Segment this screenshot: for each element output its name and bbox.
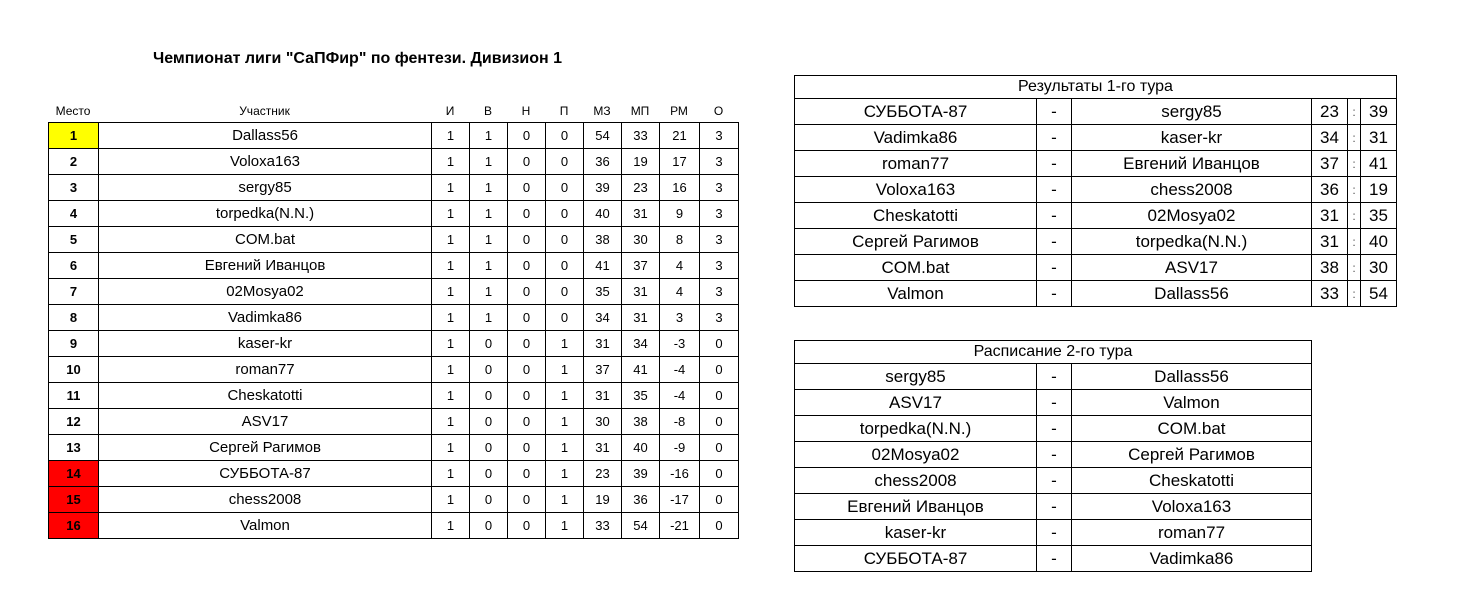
games-cell: 1 <box>432 383 470 409</box>
draws-cell: 0 <box>508 279 546 305</box>
points-for-cell: 31 <box>584 331 622 357</box>
points-cell: 0 <box>700 513 739 539</box>
wins-cell: 1 <box>470 149 508 175</box>
points-cell: 3 <box>700 201 739 227</box>
versus-dash: - <box>1037 151 1072 177</box>
away-score: 31 <box>1361 125 1397 151</box>
schedule-table <box>794 340 1312 572</box>
schedule-row <box>795 442 1312 468</box>
wins-cell: 0 <box>470 383 508 409</box>
points-for-cell: 30 <box>584 409 622 435</box>
away-team: Vadimka86 <box>1072 546 1312 572</box>
draws-cell: 0 <box>508 409 546 435</box>
place-cell: 8 <box>49 305 99 331</box>
standings-row <box>49 201 739 227</box>
place-cell: 14 <box>49 461 99 487</box>
home-team: COM.bat <box>795 255 1037 281</box>
place-cell: 2 <box>49 149 99 175</box>
header-place: Место <box>55 104 91 118</box>
wins-cell: 1 <box>470 305 508 331</box>
participant-cell: Valmon <box>99 513 432 539</box>
home-score: 31 <box>1312 203 1348 229</box>
difference-cell: 17 <box>660 149 700 175</box>
versus-dash: - <box>1037 99 1072 125</box>
place-cell: 5 <box>49 227 99 253</box>
versus-dash: - <box>1037 203 1072 229</box>
points-for-cell: 33 <box>584 513 622 539</box>
participant-cell: Vadimka86 <box>99 305 432 331</box>
score-separator: : <box>1348 203 1361 229</box>
standings-row <box>49 149 739 175</box>
standings-row <box>49 253 739 279</box>
points-for-cell: 31 <box>584 435 622 461</box>
games-cell: 1 <box>432 435 470 461</box>
wins-cell: 1 <box>470 201 508 227</box>
draws-cell: 0 <box>508 331 546 357</box>
versus-dash: - <box>1037 125 1072 151</box>
participant-cell: COM.bat <box>99 227 432 253</box>
home-score: 31 <box>1312 229 1348 255</box>
away-score: 54 <box>1361 281 1397 307</box>
home-team: chess2008 <box>795 468 1037 494</box>
draws-cell: 0 <box>508 227 546 253</box>
points-against-cell: 40 <box>622 435 660 461</box>
standings-row <box>49 331 739 357</box>
standings-row <box>49 175 739 201</box>
result-row <box>795 177 1397 203</box>
games-cell: 1 <box>432 253 470 279</box>
wins-cell: 0 <box>470 435 508 461</box>
schedule-row <box>795 468 1312 494</box>
header-draws: Н <box>521 104 531 118</box>
place-cell: 13 <box>49 435 99 461</box>
losses-cell: 0 <box>546 279 584 305</box>
draws-cell: 0 <box>508 149 546 175</box>
losses-cell: 1 <box>546 331 584 357</box>
points-cell: 0 <box>700 383 739 409</box>
points-against-cell: 34 <box>622 331 660 357</box>
results-table <box>794 75 1397 307</box>
participant-cell: torpedka(N.N.) <box>99 201 432 227</box>
score-separator: : <box>1348 177 1361 203</box>
header-points: О <box>713 104 724 118</box>
place-cell: 9 <box>49 331 99 357</box>
home-team: roman77 <box>795 151 1037 177</box>
games-cell: 1 <box>432 201 470 227</box>
place-cell: 10 <box>49 357 99 383</box>
difference-cell: -4 <box>660 383 700 409</box>
points-against-cell: 41 <box>622 357 660 383</box>
standings-row <box>49 461 739 487</box>
away-team: Dallass56 <box>1072 281 1312 307</box>
draws-cell: 0 <box>508 123 546 149</box>
standings-row <box>49 305 739 331</box>
points-for-cell: 19 <box>584 487 622 513</box>
points-against-cell: 36 <box>622 487 660 513</box>
participant-cell: chess2008 <box>99 487 432 513</box>
draws-cell: 0 <box>508 305 546 331</box>
schedule-row <box>795 364 1312 390</box>
place-cell: 15 <box>49 487 99 513</box>
wins-cell: 0 <box>470 409 508 435</box>
points-against-cell: 19 <box>622 149 660 175</box>
draws-cell: 0 <box>508 175 546 201</box>
points-for-cell: 35 <box>584 279 622 305</box>
place-cell: 3 <box>49 175 99 201</box>
points-cell: 0 <box>700 487 739 513</box>
points-cell: 0 <box>700 461 739 487</box>
score-separator: : <box>1348 99 1361 125</box>
points-for-cell: 31 <box>584 383 622 409</box>
participant-cell: Voloxa163 <box>99 149 432 175</box>
home-team: 02Mosya02 <box>795 442 1037 468</box>
standings-row <box>49 383 739 409</box>
points-against-cell: 31 <box>622 279 660 305</box>
wins-cell: 1 <box>470 279 508 305</box>
standings-row <box>49 513 739 539</box>
participant-cell: Dallass56 <box>99 123 432 149</box>
home-team: torpedka(N.N.) <box>795 416 1037 442</box>
schedule-title: Расписание 2-го тура <box>795 341 1312 364</box>
wins-cell: 0 <box>470 487 508 513</box>
wins-cell: 0 <box>470 513 508 539</box>
away-score: 40 <box>1361 229 1397 255</box>
games-cell: 1 <box>432 409 470 435</box>
home-team: Евгений Иванцов <box>795 494 1037 520</box>
games-cell: 1 <box>432 305 470 331</box>
result-row <box>795 281 1397 307</box>
participant-cell: sergy85 <box>99 175 432 201</box>
score-separator: : <box>1348 151 1361 177</box>
participant-cell: Евгений Иванцов <box>99 253 432 279</box>
losses-cell: 0 <box>546 227 584 253</box>
games-cell: 1 <box>432 331 470 357</box>
home-team: ASV17 <box>795 390 1037 416</box>
standings-row <box>49 409 739 435</box>
away-team: sergy85 <box>1072 99 1312 125</box>
away-team: ASV17 <box>1072 255 1312 281</box>
versus-dash: - <box>1037 442 1072 468</box>
points-against-cell: 35 <box>622 383 660 409</box>
losses-cell: 1 <box>546 487 584 513</box>
points-cell: 3 <box>700 227 739 253</box>
result-row <box>795 151 1397 177</box>
away-team: Voloxa163 <box>1072 494 1312 520</box>
away-score: 39 <box>1361 99 1397 125</box>
header-difference: РМ <box>670 104 688 118</box>
losses-cell: 0 <box>546 305 584 331</box>
points-for-cell: 54 <box>584 123 622 149</box>
away-team: Cheskatotti <box>1072 468 1312 494</box>
home-team: Valmon <box>795 281 1037 307</box>
draws-cell: 0 <box>508 383 546 409</box>
standings-row <box>49 227 739 253</box>
wins-cell: 1 <box>470 175 508 201</box>
difference-cell: -16 <box>660 461 700 487</box>
home-score: 36 <box>1312 177 1348 203</box>
participant-cell: kaser-kr <box>99 331 432 357</box>
score-separator: : <box>1348 281 1361 307</box>
draws-cell: 0 <box>508 513 546 539</box>
participant-cell: roman77 <box>99 357 432 383</box>
participant-cell: Сергей Рагимов <box>99 435 432 461</box>
away-team: Valmon <box>1072 390 1312 416</box>
losses-cell: 0 <box>546 253 584 279</box>
games-cell: 1 <box>432 175 470 201</box>
points-cell: 0 <box>700 409 739 435</box>
standings-row <box>49 487 739 513</box>
games-cell: 1 <box>432 461 470 487</box>
away-team: chess2008 <box>1072 177 1312 203</box>
away-score: 41 <box>1361 151 1397 177</box>
home-team: Vadimka86 <box>795 125 1037 151</box>
versus-dash: - <box>1037 229 1072 255</box>
losses-cell: 1 <box>546 357 584 383</box>
draws-cell: 0 <box>508 487 546 513</box>
standings-row <box>49 435 739 461</box>
points-for-cell: 23 <box>584 461 622 487</box>
wins-cell: 0 <box>470 331 508 357</box>
schedule-row <box>795 546 1312 572</box>
points-cell: 0 <box>700 357 739 383</box>
points-against-cell: 37 <box>622 253 660 279</box>
points-for-cell: 34 <box>584 305 622 331</box>
schedule-row <box>795 390 1312 416</box>
results-title: Результаты 1-го тура <box>795 76 1397 99</box>
home-team: sergy85 <box>795 364 1037 390</box>
away-team: roman77 <box>1072 520 1312 546</box>
place-cell: 16 <box>49 513 99 539</box>
points-against-cell: 23 <box>622 175 660 201</box>
losses-cell: 1 <box>546 409 584 435</box>
points-cell: 3 <box>700 279 739 305</box>
difference-cell: -21 <box>660 513 700 539</box>
points-against-cell: 31 <box>622 305 660 331</box>
draws-cell: 0 <box>508 253 546 279</box>
versus-dash: - <box>1037 177 1072 203</box>
header-participant: Участник <box>239 104 290 118</box>
score-separator: : <box>1348 229 1361 255</box>
losses-cell: 0 <box>546 201 584 227</box>
score-separator: : <box>1348 255 1361 281</box>
draws-cell: 0 <box>508 201 546 227</box>
difference-cell: 9 <box>660 201 700 227</box>
difference-cell: -4 <box>660 357 700 383</box>
home-score: 37 <box>1312 151 1348 177</box>
points-for-cell: 38 <box>584 227 622 253</box>
away-team: Dallass56 <box>1072 364 1312 390</box>
participant-cell: Cheskatotti <box>99 383 432 409</box>
games-cell: 1 <box>432 123 470 149</box>
points-against-cell: 33 <box>622 123 660 149</box>
losses-cell: 1 <box>546 435 584 461</box>
schedule-row <box>795 494 1312 520</box>
away-team: torpedka(N.N.) <box>1072 229 1312 255</box>
wins-cell: 1 <box>470 253 508 279</box>
losses-cell: 1 <box>546 513 584 539</box>
away-score: 19 <box>1361 177 1397 203</box>
points-for-cell: 37 <box>584 357 622 383</box>
home-team: СУББОТА-87 <box>795 99 1037 125</box>
points-against-cell: 54 <box>622 513 660 539</box>
result-row <box>795 125 1397 151</box>
points-against-cell: 30 <box>622 227 660 253</box>
versus-dash: - <box>1037 520 1072 546</box>
versus-dash: - <box>1037 364 1072 390</box>
home-score: 33 <box>1312 281 1348 307</box>
losses-cell: 0 <box>546 175 584 201</box>
standings-row <box>49 279 739 305</box>
games-cell: 1 <box>432 279 470 305</box>
result-row <box>795 203 1397 229</box>
draws-cell: 0 <box>508 435 546 461</box>
standings-row <box>49 123 739 149</box>
home-team: Cheskatotti <box>795 203 1037 229</box>
schedule-row <box>795 520 1312 546</box>
score-separator: : <box>1348 125 1361 151</box>
wins-cell: 1 <box>470 227 508 253</box>
difference-cell: 3 <box>660 305 700 331</box>
header-losses: П <box>559 104 569 118</box>
games-cell: 1 <box>432 149 470 175</box>
place-cell: 7 <box>49 279 99 305</box>
difference-cell: 8 <box>660 227 700 253</box>
losses-cell: 1 <box>546 383 584 409</box>
wins-cell: 0 <box>470 357 508 383</box>
place-cell: 11 <box>49 383 99 409</box>
points-against-cell: 31 <box>622 201 660 227</box>
home-team: kaser-kr <box>795 520 1037 546</box>
versus-dash: - <box>1037 546 1072 572</box>
participant-cell: ASV17 <box>99 409 432 435</box>
points-for-cell: 41 <box>584 253 622 279</box>
away-team: COM.bat <box>1072 416 1312 442</box>
points-for-cell: 36 <box>584 149 622 175</box>
home-team: Voloxa163 <box>795 177 1037 203</box>
header-games: И <box>445 104 455 118</box>
games-cell: 1 <box>432 513 470 539</box>
difference-cell: 4 <box>660 279 700 305</box>
difference-cell: -3 <box>660 331 700 357</box>
away-team: Евгений Иванцов <box>1072 151 1312 177</box>
result-row <box>795 99 1397 125</box>
points-cell: 3 <box>700 149 739 175</box>
games-cell: 1 <box>432 227 470 253</box>
header-wins: В <box>483 104 492 118</box>
away-team: kaser-kr <box>1072 125 1312 151</box>
header-points-for: МЗ <box>593 104 611 118</box>
versus-dash: - <box>1037 416 1072 442</box>
header-points-against: МП <box>630 104 650 118</box>
difference-cell: 16 <box>660 175 700 201</box>
standings-header <box>48 104 738 122</box>
result-row <box>795 229 1397 255</box>
versus-dash: - <box>1037 255 1072 281</box>
wins-cell: 0 <box>470 461 508 487</box>
difference-cell: 21 <box>660 123 700 149</box>
participant-cell: СУББОТА-87 <box>99 461 432 487</box>
draws-cell: 0 <box>508 461 546 487</box>
versus-dash: - <box>1037 494 1072 520</box>
place-cell: 12 <box>49 409 99 435</box>
participant-cell: 02Mosya02 <box>99 279 432 305</box>
versus-dash: - <box>1037 468 1072 494</box>
away-team: 02Mosya02 <box>1072 203 1312 229</box>
place-cell: 6 <box>49 253 99 279</box>
points-cell: 3 <box>700 305 739 331</box>
games-cell: 1 <box>432 357 470 383</box>
points-against-cell: 39 <box>622 461 660 487</box>
result-row <box>795 255 1397 281</box>
away-score: 30 <box>1361 255 1397 281</box>
losses-cell: 0 <box>546 149 584 175</box>
points-cell: 3 <box>700 253 739 279</box>
points-for-cell: 39 <box>584 175 622 201</box>
draws-cell: 0 <box>508 357 546 383</box>
place-cell: 4 <box>49 201 99 227</box>
versus-dash: - <box>1037 281 1072 307</box>
points-cell: 0 <box>700 435 739 461</box>
difference-cell: -9 <box>660 435 700 461</box>
difference-cell: 4 <box>660 253 700 279</box>
standings-row <box>49 357 739 383</box>
losses-cell: 0 <box>546 123 584 149</box>
away-score: 35 <box>1361 203 1397 229</box>
points-cell: 0 <box>700 331 739 357</box>
points-cell: 3 <box>700 175 739 201</box>
points-against-cell: 38 <box>622 409 660 435</box>
place-cell: 1 <box>49 123 99 149</box>
home-score: 38 <box>1312 255 1348 281</box>
home-team: СУББОТА-87 <box>795 546 1037 572</box>
standings-table <box>48 122 739 539</box>
difference-cell: -8 <box>660 409 700 435</box>
home-team: Сергей Рагимов <box>795 229 1037 255</box>
losses-cell: 1 <box>546 461 584 487</box>
wins-cell: 1 <box>470 123 508 149</box>
games-cell: 1 <box>432 487 470 513</box>
versus-dash: - <box>1037 390 1072 416</box>
home-score: 23 <box>1312 99 1348 125</box>
points-cell: 3 <box>700 123 739 149</box>
home-score: 34 <box>1312 125 1348 151</box>
schedule-row <box>795 416 1312 442</box>
difference-cell: -17 <box>660 487 700 513</box>
points-for-cell: 40 <box>584 201 622 227</box>
page-title: Чемпионат лиги "СаПФир" по фентези. Дивизион 1 <box>153 50 562 67</box>
away-team: Сергей Рагимов <box>1072 442 1312 468</box>
